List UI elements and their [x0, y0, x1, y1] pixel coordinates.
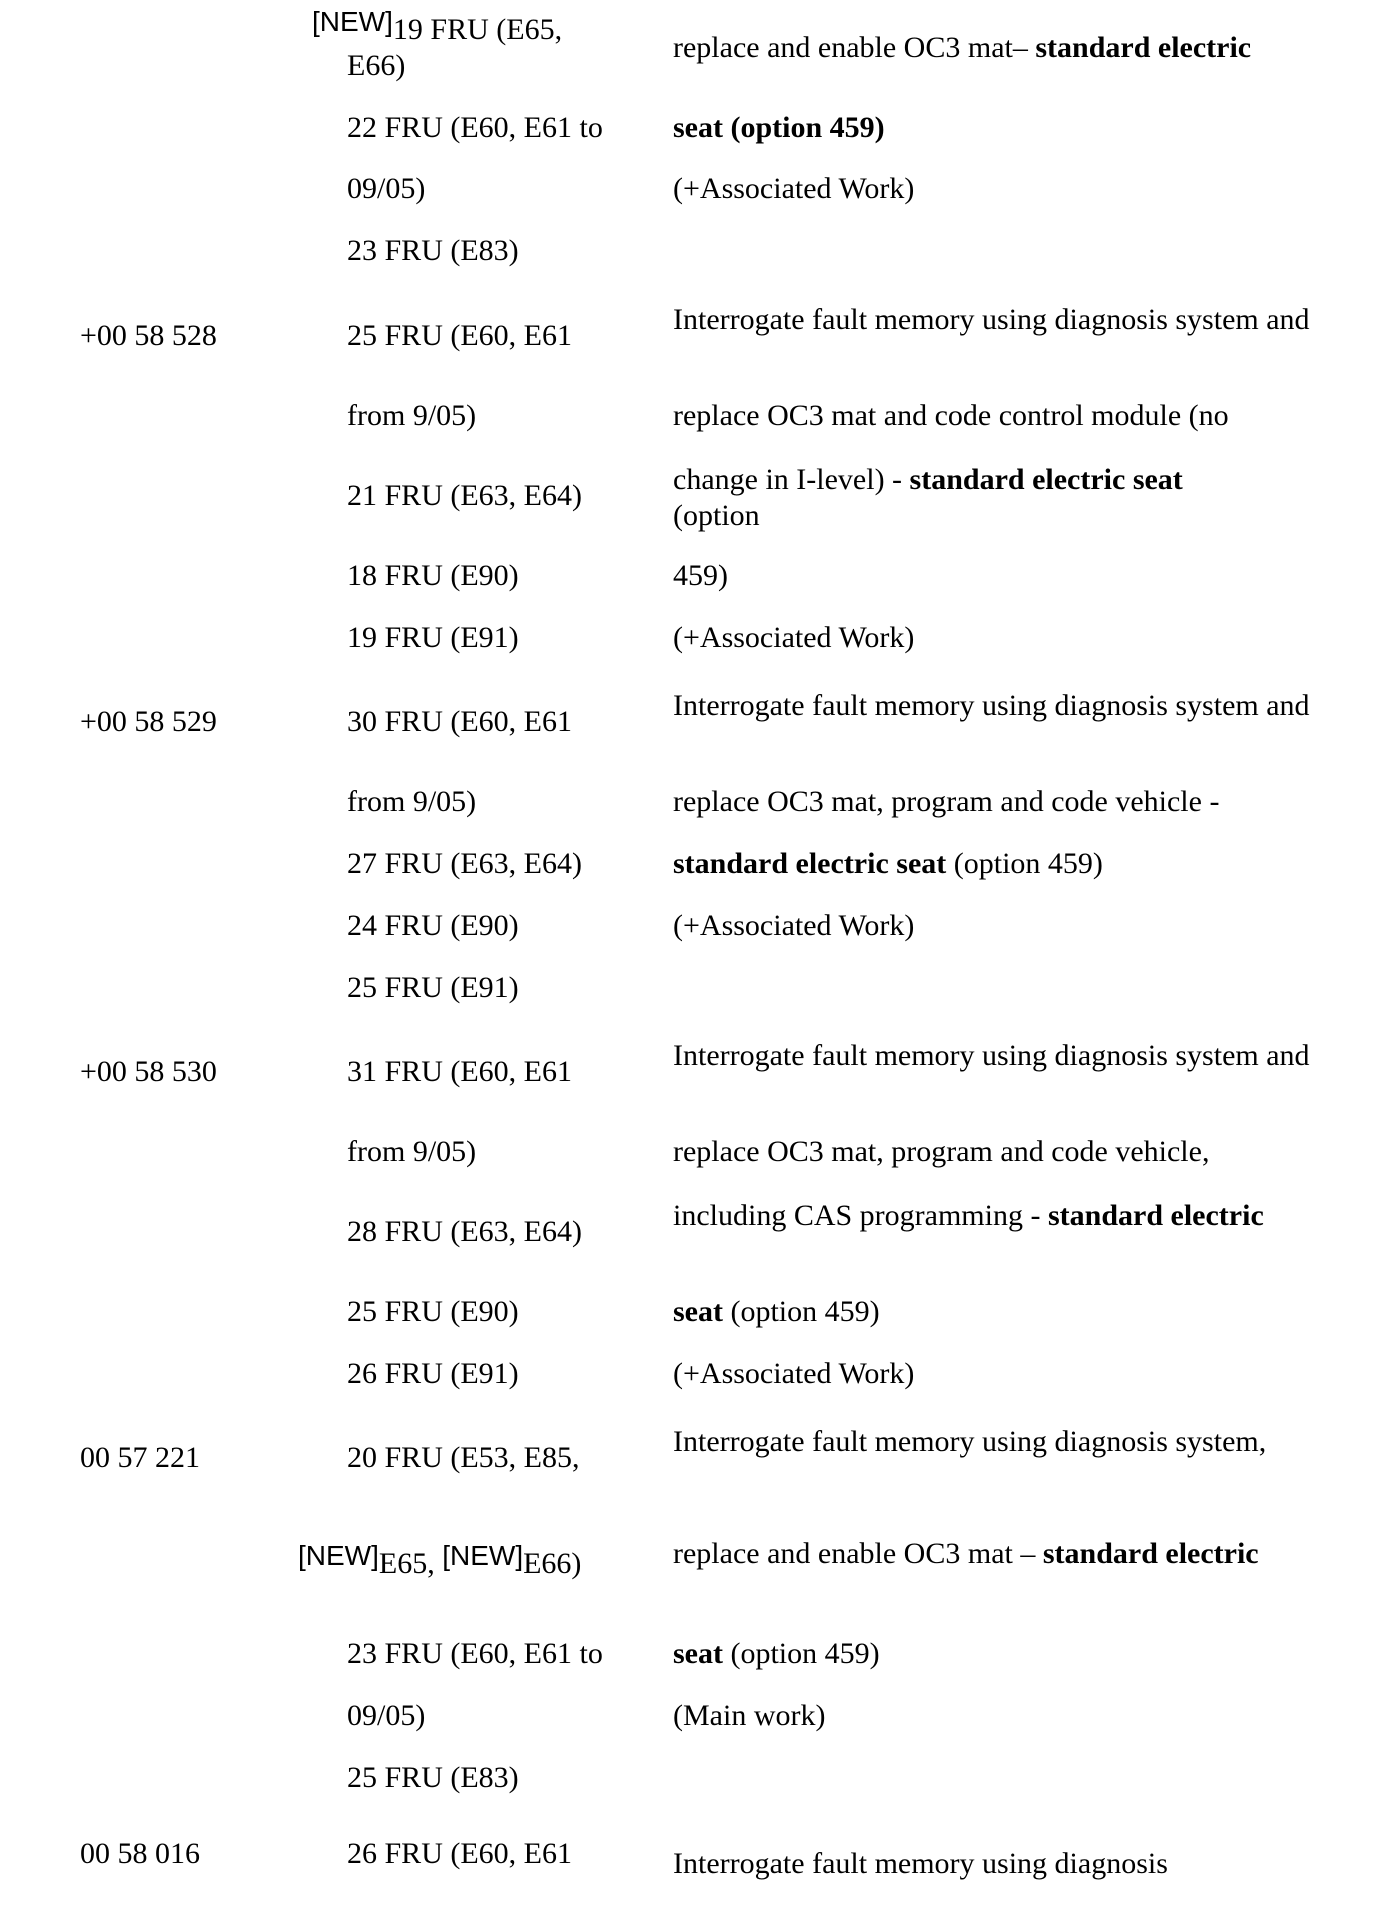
fru-entry: from 9/05)	[347, 1135, 477, 1168]
description-line: standard electric seat (option 459)	[673, 847, 1103, 880]
description-line: (+Associated Work)	[673, 172, 915, 205]
description-line: Interrogate fault memory using diagnosis system and	[673, 689, 1310, 722]
fru-entry: 31 FRU (E60, E61	[347, 1055, 572, 1088]
description-line: replace and enable OC3 mat– standard electric	[673, 31, 1252, 64]
operation-code: 00 57 221	[80, 1441, 200, 1474]
fru-entry: 22 FRU (E60, E61 to	[347, 111, 603, 144]
description-line: replace OC3 mat and code control module (no	[673, 399, 1229, 432]
fru-entry: 18 FRU (E90)	[347, 559, 519, 592]
description-line: (+Associated Work)	[673, 909, 915, 942]
fru-entry: 21 FRU (E63, E64)	[347, 479, 582, 512]
fru-entry: 20 FRU (E53, E85,	[347, 1441, 580, 1474]
description-line: replace OC3 mat, program and code vehicle -	[673, 785, 1220, 818]
fru-entry: 25 FRU (E90)	[347, 1295, 519, 1328]
description-line: Interrogate fault memory using diagnosis system and	[673, 303, 1310, 336]
fru-entry: 24 FRU (E90)	[347, 909, 519, 942]
fru-entry: 27 FRU (E63, E64)	[347, 847, 582, 880]
fru-entry: 09/05)	[347, 172, 426, 205]
fru-entry: [NEW]19 FRU (E65,	[312, 6, 563, 46]
fru-entry: 23 FRU (E60, E61 to	[347, 1637, 603, 1670]
description-line: Interrogate fault memory using diagnosis system,	[673, 1425, 1267, 1458]
fru-entry: 28 FRU (E63, E64)	[347, 1215, 582, 1248]
fru-entry: 26 FRU (E91)	[347, 1357, 519, 1390]
fru-entry: 19 FRU (E91)	[347, 621, 519, 654]
description-line: seat (option 459)	[673, 111, 885, 144]
new-tag: [NEW]	[442, 1540, 524, 1571]
fru-entry: from 9/05)	[347, 785, 477, 818]
fru-entry: 30 FRU (E60, E61	[347, 705, 572, 738]
new-tag: [NEW]	[298, 1540, 379, 1571]
description-line: including CAS programming - standard electric	[673, 1199, 1264, 1232]
fru-entry: 26 FRU (E60, E61	[347, 1837, 572, 1870]
fru-entry: from 9/05)	[347, 399, 477, 432]
fru-entry: 23 FRU (E83)	[347, 234, 519, 267]
fru-entry: 25 FRU (E83)	[347, 1761, 519, 1794]
description-line: (option	[673, 499, 760, 532]
operation-code: +00 58 529	[80, 705, 217, 738]
description-line: seat (option 459)	[673, 1295, 880, 1328]
operation-code: 00 58 016	[80, 1837, 200, 1870]
description-line: replace and enable OC3 mat – standard electric	[673, 1537, 1259, 1570]
description-line: (+Associated Work)	[673, 1357, 915, 1390]
new-tag: [NEW]	[312, 6, 393, 37]
description-line: seat (option 459)	[673, 1637, 880, 1670]
description-line: Interrogate fault memory using diagnosis system and	[673, 1039, 1310, 1072]
description-line: (Main work)	[673, 1699, 826, 1732]
fru-entry: 09/05)	[347, 1699, 426, 1732]
fru-entry: 25 FRU (E91)	[347, 971, 519, 1004]
description-line: 459)	[673, 559, 728, 592]
description-line: change in I-level) - standard electric seat	[673, 463, 1183, 496]
operation-code: +00 58 528	[80, 319, 217, 352]
fru-entry: [NEW]E65, [NEW]E66)	[298, 1540, 582, 1580]
description-line: replace OC3 mat, program and code vehicle,	[673, 1135, 1210, 1168]
description-line: (+Associated Work)	[673, 621, 915, 654]
description-line: Interrogate fault memory using diagnosis	[673, 1847, 1168, 1880]
fru-entry: E66)	[347, 49, 406, 82]
fru-entry: 25 FRU (E60, E61	[347, 319, 572, 352]
operation-code: +00 58 530	[80, 1055, 217, 1088]
